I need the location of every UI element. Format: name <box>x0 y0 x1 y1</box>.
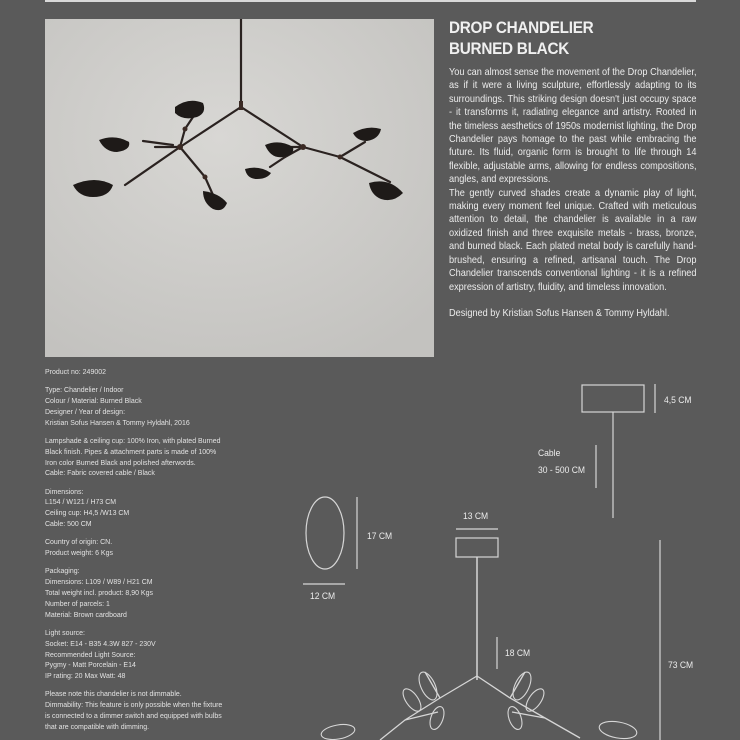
spec-line: Black finish. Pipes & attachment parts is made of 100% <box>45 446 217 456</box>
shade-sketch <box>598 719 638 740</box>
arm-left <box>380 676 477 740</box>
spec-line: Iron color Burned Black and polished afterwords. <box>45 457 196 467</box>
spec-line: L154 / W121 / H73 CM <box>45 497 117 507</box>
shade-sketch <box>509 669 534 702</box>
spec-line: Country of origin: CN. <box>45 537 113 547</box>
shade-height-label: 17 CM <box>367 531 393 542</box>
product-photo <box>45 19 434 357</box>
spec-line: Dimensions: L109 / W89 / H21 CM <box>45 577 153 587</box>
title-line-2: BURNED BLACK <box>449 39 570 58</box>
total-height-label: 73 CM <box>668 660 694 671</box>
description-paragraph-2: The gently curved shades create a dynamic play of light, making every moment feel unique. Crafted with meticulous attention to detail, the chandelier is available in a raw oxidized finish and three exquisite metals - brass, bronze, and burned black. Each plated metal body is carefully hand-brushed, ensuring a refined, artisanal touch. The Drop Chandelier transcends conventional lighting - it is a refined expression of artistry, fluidity, and timeless innovation. <box>449 187 697 293</box>
spec-line: Dimmability: This feature is only possible when the fixture <box>45 700 223 710</box>
cup-width-label: 13 CM <box>463 511 489 522</box>
cable-length-label: 30 - 500 CM <box>538 465 586 476</box>
spec-line: Cable: Fabric covered cable / Black <box>45 468 155 478</box>
shade-sketch <box>505 705 524 732</box>
spec-line: Recommended Light Source: <box>45 649 136 659</box>
ceiling-cup-outline <box>582 385 644 412</box>
shade-sketch <box>523 686 548 714</box>
spec-line: Product weight: 6 Kgs <box>45 548 113 558</box>
description-paragraph-1: You can almost sense the movement of the Drop Chandelier, as if it were a living sculpture, effortlessly adapting to its surroundings. This striking design doesn't just occupy space - it transforms it, radiating elegance and artistry. Rooted in the timeless aesthetics of 1950s modernist lighting, the Drop Chandelier pays homage to the past while embracing the future. Its fluid, organic form is brought to life through 14 flexible, adjustable arms, allowing for endless compositions, angles, and expressions. <box>449 67 697 186</box>
chandelier-illustration <box>45 19 434 357</box>
spec-line: Pygmy - Matt Porcelain - E14 <box>45 660 136 670</box>
top-divider <box>45 0 696 2</box>
designer-credit: Designed by Kristian Sofus Hansen & Tommy Hyldahl. <box>449 307 670 319</box>
spec-line: Packaging: <box>45 566 80 576</box>
spec-line: Kristian Sofus Hansen & Tommy Hyldahl, 2016 <box>45 417 190 427</box>
spec-line: Colour / Material: Burned Black <box>45 396 142 406</box>
stem-length-label: 18 CM <box>505 648 531 659</box>
cup-side-outline <box>456 538 498 557</box>
shade-sketch <box>427 705 446 732</box>
spec-line: Cable: 500 CM <box>45 519 92 529</box>
spec-line: Socket: E14 - B35 4.3W 827 - 230V <box>45 638 156 648</box>
spec-line: is connected to a dimmer switch and equipped with bulbs <box>45 711 222 721</box>
spec-line: Lampshade & ceiling cup: 100% Iron, with plated Burned <box>45 435 221 445</box>
spec-line: Type: Chandelier / Indoor <box>45 385 124 395</box>
spec-line: Light source: <box>45 627 86 637</box>
spec-line: Number of parcels: 1 <box>45 598 110 608</box>
spec-line: Dimensions: <box>45 486 84 496</box>
product-title <box>449 17 674 59</box>
shade-sketch <box>415 669 440 702</box>
shade-width-label: 12 CM <box>310 591 336 602</box>
technical-drawing <box>0 360 740 740</box>
spec-line: Material: Brown cardboard <box>45 609 127 619</box>
shade-outline <box>306 497 344 569</box>
spec-line: that are compatible with dimming. <box>45 721 150 731</box>
shade-sketch <box>400 686 425 714</box>
cup-height-label: 4,5 CM <box>664 395 692 406</box>
product-description <box>449 66 697 320</box>
shade-sketch <box>320 722 356 740</box>
spec-line: Ceiling cup: H4,5 /W13 CM <box>45 508 130 518</box>
spec-line: Total weight incl. product: 8,90 Kgs <box>45 588 153 598</box>
cable-label: Cable <box>538 448 561 459</box>
arm-left-upper <box>425 672 440 698</box>
spec-line: Designer / Year of design: <box>45 406 126 416</box>
title-line-1: DROP CHANDELIER <box>449 18 594 37</box>
spec-line: Please note this chandelier is not dimmable. <box>45 689 182 699</box>
spec-line: IP rating: 20 Max Watt: 48 <box>45 671 126 681</box>
arm-right <box>477 676 580 738</box>
spec-line: Product no: 249002 <box>45 367 106 376</box>
arm-right-upper <box>510 672 525 698</box>
